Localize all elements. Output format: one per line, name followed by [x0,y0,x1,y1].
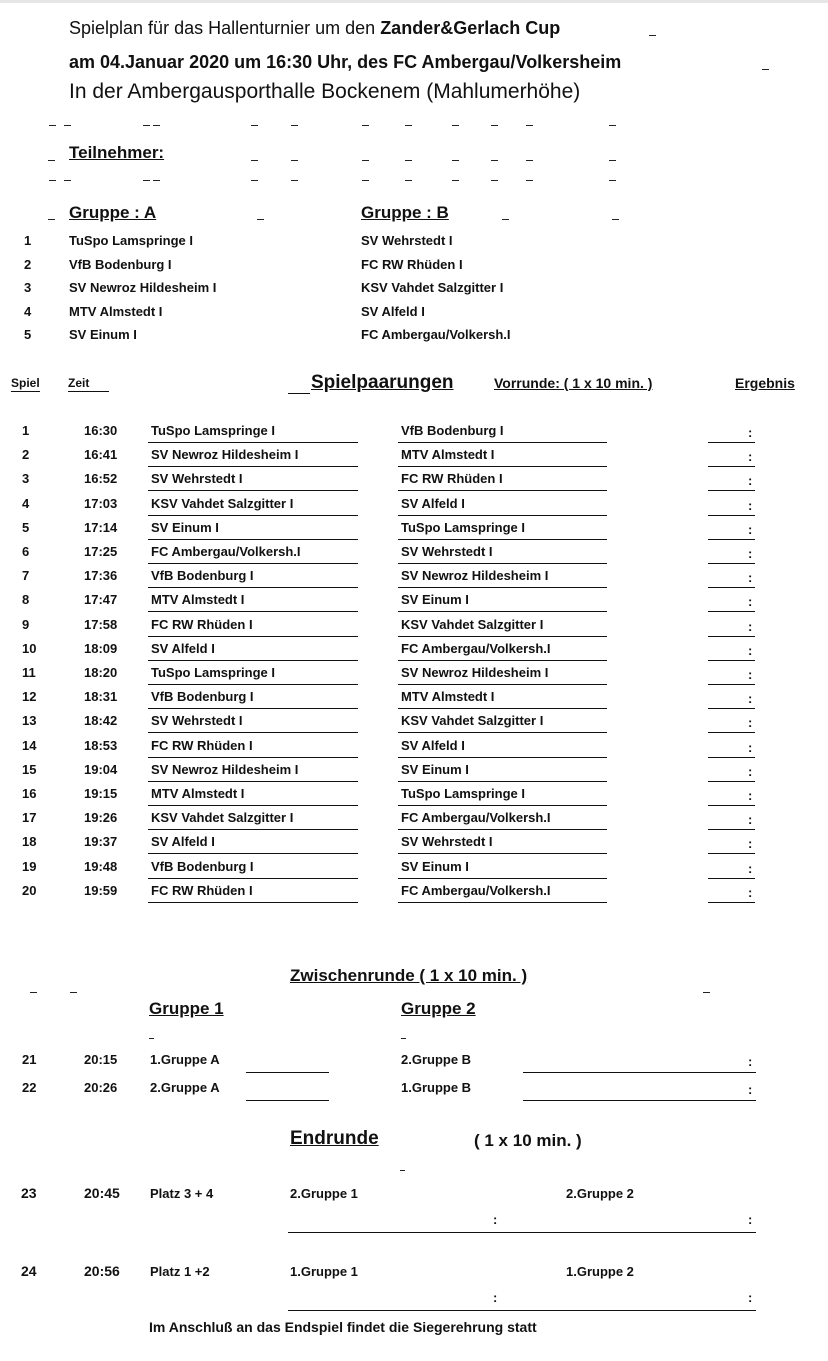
result-underline [708,805,755,806]
match-time: 20:15 [84,1052,118,1067]
match-time: 18:20 [84,665,118,680]
result-underline [288,1310,756,1311]
away-team: 1.Gruppe B [401,1080,472,1095]
match-number: 1 [22,423,30,438]
dash-mark [48,160,55,161]
dash-mark [609,160,616,161]
match-time: 19:15 [84,786,118,801]
result-colon: : [748,546,753,561]
table-row [0,762,828,786]
home-team: VfB Bodenburg I [151,689,254,705]
dash-mark [649,35,656,36]
dash-mark [400,1170,405,1171]
result-colon: : [748,1290,753,1305]
dash-mark [703,992,710,993]
dash-mark [149,1038,154,1039]
home-team: 1.Gruppe 1 [290,1264,358,1279]
result-colon: : [748,425,753,440]
match-number: 5 [22,519,30,535]
away-team: SV Einum I [401,858,469,874]
away-team: MTV Almstedt I [401,689,495,705]
away-underline [398,442,607,443]
group-1-title: Gruppe 1 [149,999,224,1018]
table-row [0,738,828,762]
result-colon: : [748,836,753,852]
dash-mark [251,125,258,126]
away-team: FC Ambergau/Volkersh.I [401,640,551,656]
match-number: 2 [22,447,30,463]
away-team: FC Ambergau/Volkersh.I [401,882,551,898]
home-underline [148,636,358,637]
dash-mark [609,180,616,181]
home-team: SV Newroz Hildesheim I [151,447,299,463]
home-team: MTV Almstedt I [151,592,245,608]
home-underline [148,660,358,661]
dash-mark [257,219,264,220]
group-a-team: TuSpo Lamspringe I [69,233,193,248]
dash-mark [405,160,412,161]
participants-title: Teilnehmer: [69,143,165,162]
group-a-team: SV Einum I [69,327,137,342]
away-team: VfB Bodenburg I [401,423,504,438]
group-a-team: MTV Almstedt I [69,303,163,319]
table-row [0,1185,828,1245]
match-number: 18 [22,834,37,850]
result-underline [708,708,755,709]
away-underline [398,660,607,661]
match-number: 12 [22,689,37,705]
column-ergebnis: Ergebnis [735,375,795,391]
match-time: 18:42 [84,713,118,729]
group-a-team: SV Newroz Hildesheim I [69,280,217,295]
table-row [0,520,828,544]
dash-mark [251,160,258,161]
home-underline [148,878,358,879]
away-team: SV Wehrstedt I [401,834,493,850]
away-underline [398,757,607,758]
match-number: 4 [22,495,30,511]
away-underline [398,708,607,709]
result-colon: : [748,473,753,489]
home-team: FC Ambergau/Volkersh.I [151,544,301,559]
result-colon: : [748,521,753,537]
home-team: KSV Vahdet Salzgitter I [151,810,294,826]
match-number: 6 [22,544,30,559]
match-number: 17 [22,810,37,826]
table-row [0,592,828,616]
match-number: 14 [22,737,37,753]
match-time: 17:14 [84,519,118,535]
group-b-team: SV Wehrstedt I [361,233,453,248]
group-b-team: SV Alfeld I [361,303,425,319]
dash-mark [291,125,298,126]
result-underline [288,1232,756,1233]
home-underline [148,708,358,709]
result-underline [708,563,755,564]
result-underline [708,515,755,516]
away-underline [398,611,607,612]
dash-mark [153,125,160,126]
home-team: SV Newroz Hildesheim I [151,761,299,777]
away-team: KSV Vahdet Salzgitter I [401,616,544,632]
column-vorrunde: Vorrunde: ( 1 x 10 min. ) [494,375,653,391]
home-team: VfB Bodenburg I [151,568,254,584]
home-underline [148,515,358,516]
event-date-line: am 04.Januar 2020 um 16:30 Uhr, des FC Ambergau/Volkersheim [69,52,622,72]
table-row [0,423,828,447]
home-underline [148,563,358,564]
table-row [0,786,828,810]
table-row [0,641,828,665]
home-underline [148,442,358,443]
match-time: 17:36 [84,568,118,584]
dash-mark [64,125,71,126]
away-underline [398,684,607,685]
match-time: 17:25 [84,544,118,559]
away-team: FC RW Rhüden I [401,471,503,487]
away-underline [398,539,607,540]
dash-mark [291,180,298,181]
home-underline [148,490,358,491]
table-row [0,810,828,834]
away-team: SV Alfeld I [401,495,465,511]
group-2-title: Gruppe 2 [401,999,476,1018]
home-underline [148,466,358,467]
home-team: SV Alfeld I [151,640,215,656]
result-underline [708,902,755,903]
column-zeit: Zeit [68,376,109,392]
away-team: SV Newroz Hildesheim I [401,665,549,680]
result-underline [708,539,755,540]
result-colon: : [748,570,753,586]
table-row [0,544,828,568]
dash-mark [30,992,37,993]
away-underline [398,853,607,854]
match-time: 19:59 [84,882,118,898]
group-b-team: FC RW Rhüden I [361,256,463,272]
away-underline [398,829,607,830]
home-underline [148,829,358,830]
home-team: VfB Bodenburg I [151,858,254,874]
dash-mark [452,180,459,181]
dash-mark [362,160,369,161]
away-team: SV Alfeld I [401,737,465,753]
away-underline [398,515,607,516]
dash-mark [502,219,509,220]
away-team: KSV Vahdet Salzgitter I [401,713,544,729]
group-b-team: KSV Vahdet Salzgitter I [361,280,504,295]
participant-number: 2 [24,256,32,272]
document-title [69,18,560,39]
result-underline [708,636,755,637]
dash-mark [291,160,298,161]
home-team: TuSpo Lamspringe I [151,423,275,438]
result-underline [708,587,755,588]
dash-mark [762,69,769,70]
dash-mark [491,125,498,126]
dash-mark [48,219,55,220]
dash-mark [362,125,369,126]
dash-mark [526,125,533,126]
away-underline [398,587,607,588]
dash-mark [49,125,56,126]
home-underline [148,853,358,854]
pairings-underline-lead [288,393,310,394]
table-row [0,713,828,737]
match-time: 18:09 [84,640,118,656]
result-underline [708,611,755,612]
away-team: SV Newroz Hildesheim I [401,568,549,584]
home-team: MTV Almstedt I [151,786,245,801]
participant-number: 3 [24,280,32,295]
dash-mark [452,160,459,161]
result-colon: : [748,860,753,876]
table-row [0,834,828,858]
table-row [0,1263,828,1323]
home-underline [148,587,358,588]
result-underline [708,660,755,661]
result-colon: : [748,763,753,779]
home-team: SV Wehrstedt I [151,713,243,729]
result-underline [708,684,755,685]
table-row [0,1052,828,1078]
table-row [0,447,828,471]
result-colon: : [748,618,753,634]
dash-mark [405,125,412,126]
home-underline [246,1072,329,1073]
away-team: TuSpo Lamspringe I [401,786,525,801]
match-time: 16:52 [84,471,118,487]
match-number: 19 [22,858,37,874]
match-number: 23 [21,1185,37,1201]
dash-mark [143,180,150,181]
home-team: 1.Gruppe A [150,1052,220,1067]
result-underline [708,490,755,491]
dash-mark [64,180,71,181]
match-time: 17:47 [84,592,118,608]
match-time: 19:04 [84,761,118,777]
home-underline [148,539,358,540]
home-team: FC RW Rhüden I [151,616,253,632]
participant-number: 1 [24,233,32,248]
away-team: 1.Gruppe 2 [566,1264,634,1279]
dash-mark [491,160,498,161]
table-row [0,859,828,883]
result-underline [708,878,755,879]
match-time: 20:26 [84,1080,118,1095]
result-colon: : [748,812,753,828]
result-colon: : [748,715,753,731]
away-underline [398,781,607,782]
away-underline [398,805,607,806]
result-colon: : [748,1054,753,1069]
result-underline [523,1100,756,1101]
zwischenrunde-title: Zwischenrunde ( 1 x 10 min. ) [290,966,528,985]
away-underline [398,878,607,879]
table-row [0,1080,828,1106]
home-team: SV Wehrstedt I [151,471,243,487]
score-colon: : [493,1212,498,1227]
home-team: FC RW Rhüden I [151,882,253,898]
match-time: 18:31 [84,689,118,705]
home-team: KSV Vahdet Salzgitter I [151,495,294,511]
away-underline [398,563,607,564]
dash-mark [612,219,619,220]
result-colon: : [748,642,753,658]
match-number: 8 [22,592,30,608]
home-underline [148,805,358,806]
result-underline [708,853,755,854]
result-underline [708,442,755,443]
table-row [0,471,828,495]
home-underline [148,902,358,903]
result-colon: : [748,788,753,803]
match-number: 15 [22,761,37,777]
home-underline [148,781,358,782]
match-time: 18:53 [84,737,118,753]
dash-mark [405,180,412,181]
dash-mark [526,160,533,161]
match-number: 13 [22,713,37,729]
endrunde-title: Endrunde [290,1128,379,1149]
dash-mark [452,125,459,126]
result-colon: : [748,691,753,707]
match-time: 20:45 [84,1185,120,1201]
match-number: 21 [22,1052,37,1067]
match-time: 19:48 [84,858,118,874]
away-underline [398,466,607,467]
result-colon: : [748,667,753,682]
away-team: SV Einum I [401,592,469,608]
home-underline [148,611,358,612]
home-team: 2.Gruppe A [150,1080,220,1095]
venue-line: In der Ambergausporthalle Bockenem (Mahlumerhöhe) [69,80,581,103]
endrunde-duration: ( 1 x 10 min. ) [474,1131,582,1150]
result-underline [708,732,755,733]
score-colon: : [493,1290,498,1305]
dash-mark [401,1038,406,1039]
table-row [0,689,828,713]
group-a-team: VfB Bodenburg I [69,256,172,272]
dash-mark [143,125,150,126]
group-a-title: Gruppe : A [69,203,157,222]
away-underline [398,490,607,491]
result-underline [523,1072,756,1073]
result-colon: : [748,1082,753,1097]
match-number: 20 [22,882,37,898]
table-row [0,568,828,592]
match-number: 10 [22,640,37,656]
home-underline [148,684,358,685]
match-number: 11 [22,665,36,680]
group-b-team: FC Ambergau/Volkersh.I [361,327,511,342]
dash-mark [251,180,258,181]
away-team: 2.Gruppe B [401,1052,472,1067]
result-colon: : [748,1212,753,1227]
match-number: 9 [22,616,30,632]
dash-mark [609,125,616,126]
table-row [0,665,828,689]
match-time: 19:26 [84,810,118,826]
footer-note: Im Anschluß an das Endspiel findet die Siegerehrung statt [149,1319,537,1335]
away-team: FC Ambergau/Volkersh.I [401,810,551,826]
home-team: SV Einum I [151,519,219,535]
dash-mark [362,180,369,181]
away-team: 2.Gruppe 2 [566,1186,634,1201]
table-row [0,883,828,907]
cup-name: Zander&Gerlach Cup [380,18,561,38]
away-team: SV Einum I [401,761,469,777]
match-number: 24 [21,1263,37,1279]
result-underline [708,781,755,782]
top-border [0,0,828,3]
result-colon: : [748,497,753,513]
participant-number: 5 [24,327,32,342]
away-team: TuSpo Lamspringe I [401,519,525,535]
match-time: 16:41 [84,447,118,463]
away-team: MTV Almstedt I [401,447,495,463]
away-underline [398,902,607,903]
result-colon: : [748,594,753,610]
match-time: 17:58 [84,616,118,632]
result-colon: : [748,884,753,900]
away-underline [398,732,607,733]
participant-number: 4 [24,303,32,319]
home-underline [148,732,358,733]
result-underline [708,466,755,467]
column-spiel: Spiel [11,376,40,390]
home-team: SV Alfeld I [151,834,215,850]
match-time: 17:03 [84,495,118,511]
dash-mark [70,992,77,993]
dash-mark [526,180,533,181]
result-colon: : [748,449,753,465]
dash-mark [491,180,498,181]
result-underline [708,757,755,758]
home-team: TuSpo Lamspringe I [151,665,275,680]
match-number: 16 [22,786,37,801]
group-b-title: Gruppe : B [361,203,449,222]
away-underline [398,636,607,637]
match-time: 20:56 [84,1263,120,1279]
match-number: 7 [22,568,30,584]
column-pairings: Spielpaarungen [311,372,454,393]
placement-label: Platz 3 + 4 [150,1186,214,1201]
result-underline [708,829,755,830]
dash-mark [153,180,160,181]
home-team: 2.Gruppe 1 [290,1186,358,1201]
match-number: 22 [22,1080,37,1095]
result-colon: : [748,739,753,755]
home-underline [246,1100,329,1101]
match-time: 16:30 [84,423,118,438]
dash-mark [49,180,56,181]
match-time: 19:37 [84,834,118,850]
match-number: 3 [22,471,30,487]
placement-label: Platz 1 +2 [150,1264,210,1279]
away-team: SV Wehrstedt I [401,544,493,559]
title-prefix: Spielplan für das Hallenturnier um den [69,18,381,38]
home-underline [148,757,358,758]
table-row [0,617,828,641]
table-row [0,496,828,520]
home-team: FC RW Rhüden I [151,737,253,753]
